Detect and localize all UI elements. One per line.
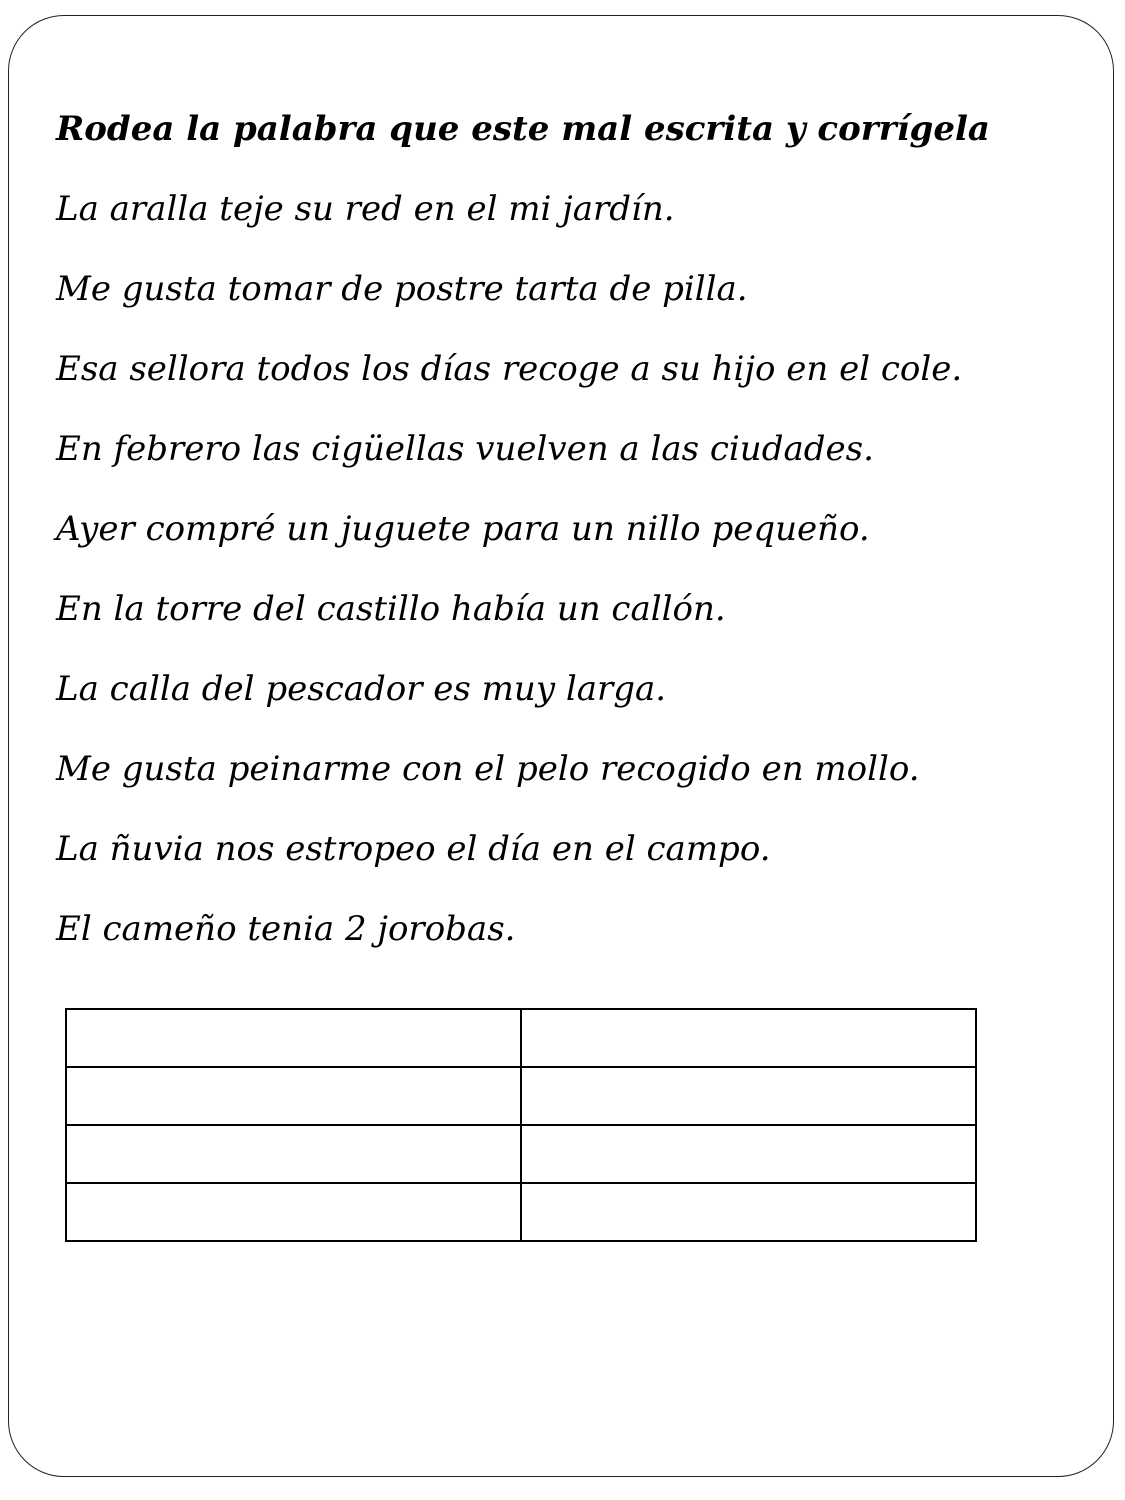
sentence-7: La calla del pescador es muy larga. — [56, 669, 667, 709]
answer-cell-correct[interactable] — [521, 1183, 976, 1241]
answer-row-1 — [66, 1009, 976, 1067]
sentence-1: La aralla teje su red en el mi jardín. — [56, 189, 675, 229]
answer-cell-correct[interactable] — [521, 1009, 976, 1067]
sentence-8: Me gusta peinarme con el pelo recogido en mollo. — [56, 749, 920, 789]
sentence-9: La ñuvia nos estropeo el día en el campo. — [56, 829, 771, 869]
answer-cell-correct[interactable] — [521, 1067, 976, 1125]
sentence-6: En la torre del castillo había un callón. — [56, 589, 726, 629]
sentence-4: En febrero las cigüellas vuelven a las ciudades. — [56, 429, 874, 469]
answer-cell-correct[interactable] — [521, 1125, 976, 1183]
sentence-5: Ayer compré un juguete para un nillo pequeño. — [56, 509, 870, 549]
worksheet-title: Rodea la palabra que este mal escrita y corrígela — [56, 109, 990, 149]
answer-cell-wrong[interactable] — [66, 1183, 521, 1241]
answer-cell-wrong[interactable] — [66, 1009, 521, 1067]
sentence-2: Me gusta tomar de postre tarta de pilla. — [56, 269, 748, 309]
answer-table — [65, 1008, 977, 1242]
answer-row-2 — [66, 1067, 976, 1125]
answer-row-3 — [66, 1125, 976, 1183]
answer-row-4 — [66, 1183, 976, 1241]
answer-cell-wrong[interactable] — [66, 1125, 521, 1183]
sentence-10: El cameño tenia 2 jorobas. — [56, 909, 516, 949]
sentence-3: Esa sellora todos los días recoge a su hijo en el cole. — [56, 349, 963, 389]
answer-cell-wrong[interactable] — [66, 1067, 521, 1125]
sentence-list — [56, 184, 962, 984]
